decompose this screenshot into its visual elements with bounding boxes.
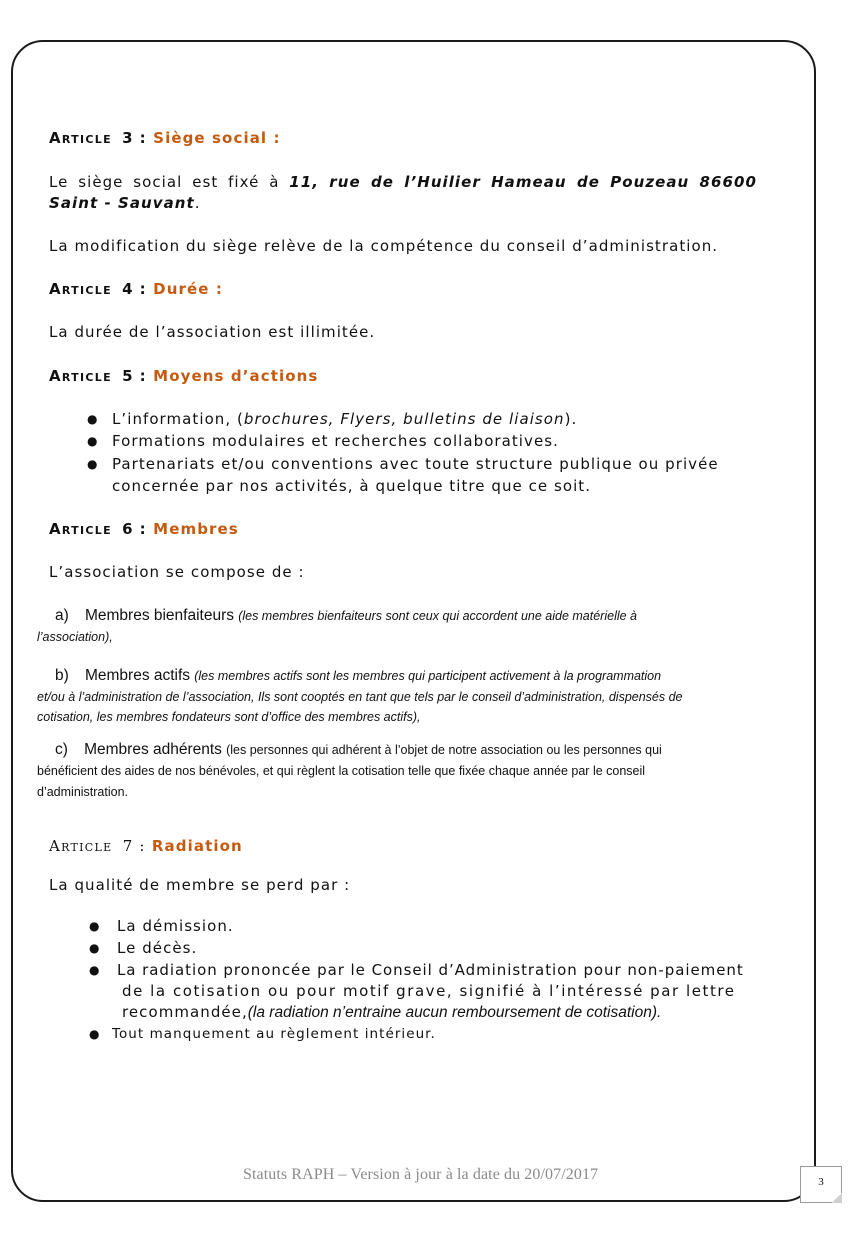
article-colon: :	[139, 367, 148, 385]
bullet-icon: ●	[89, 941, 101, 955]
article-label: Article	[49, 280, 112, 298]
article-colon: :	[139, 520, 148, 538]
member-type-c	[37, 739, 757, 803]
footer-text: Statuts RAPH – Version à jour à la date du 20/07/2017	[243, 1166, 599, 1183]
article-title: Membres	[153, 520, 239, 538]
member-type-note-continued: d’administration.	[37, 785, 129, 799]
list-item: ● La démission.	[89, 917, 234, 935]
article-label: Article	[49, 129, 112, 147]
article-7-intro: La qualité de membre se perd par :	[49, 876, 351, 894]
text: .	[194, 194, 201, 212]
article-5-list	[87, 409, 727, 497]
article-title: Durée :	[153, 280, 223, 298]
article-number: 7	[122, 837, 134, 855]
article-3-paragraph-1	[49, 172, 757, 214]
member-type-note-continued: et/ou à l’administration de l’association, Ils sont cooptés en tant que tels par le conseil d’administration, dispensés de	[37, 690, 683, 704]
bullet-icon: ●	[87, 457, 99, 471]
member-type-note-continued: l’association),	[37, 630, 113, 644]
article-4-paragraph-1: La durée de l’association est illimitée.	[49, 323, 376, 341]
member-type-note: (les personnes qui adhérent à l’objet de notre association ou les personnes qui	[226, 743, 662, 757]
list-item: ● La radiation prononcée par le Conseil d’Administration pour non-paiement de la cotisation ou pour motif grave, signifié à l’intéressé par lettre recommandée,(la radiation n’entraine aucun remboursement de cotisation).	[89, 960, 757, 1023]
article-colon: :	[139, 837, 146, 855]
article-3-paragraph-2: La modification du siège relève de la compétence du conseil d’administration.	[49, 237, 719, 255]
bullet-icon: ●	[89, 919, 101, 933]
article-number: 4	[122, 280, 134, 298]
list-item: ● Formations modulaires et recherches collaboratives.	[87, 432, 559, 450]
member-type-title: Membres adhérents	[84, 741, 222, 758]
bullet-icon: ●	[89, 963, 101, 977]
article-4-heading	[49, 279, 757, 300]
list-item: ● Tout manquement au règlement intérieur.	[89, 1024, 757, 1045]
member-type-b	[37, 665, 757, 726]
list-marker: a)	[55, 607, 69, 624]
members-list	[37, 605, 757, 803]
text: Le siège social est fixé à	[49, 173, 290, 191]
article-title: Siège social :	[153, 129, 281, 147]
member-type-a	[37, 605, 757, 648]
bullet-icon: ●	[89, 1027, 101, 1041]
article-number: 5	[122, 367, 134, 385]
article-label: Article	[49, 837, 113, 855]
article-label: Article	[49, 520, 112, 538]
article-label: Article	[49, 367, 112, 385]
member-type-title: Membres actifs	[84, 667, 191, 684]
text-line: recommandée,(la radiation n’entraine aucun remboursement de cotisation).	[122, 1003, 662, 1021]
address: 11, rue de l’Huilier Hameau de Pouzeau 86600 Saint - Sauvant	[49, 173, 757, 212]
member-type-note-continued: bénéficient des aides de nos bénévoles, et qui règlent la cotisation telle que fixée chaque année par le conseil	[37, 764, 646, 778]
member-type-note-continued: cotisation, les membres fondateurs sont d’office des membres actifs),	[37, 710, 421, 724]
document-body	[37, 128, 757, 1045]
article-6-intro: L’association se compose de :	[49, 563, 305, 581]
bullet-icon: ●	[87, 434, 99, 448]
article-7-list	[89, 916, 757, 1045]
page-number: 3	[800, 1166, 842, 1203]
article-3-heading	[49, 128, 757, 149]
article-7-heading	[49, 836, 757, 857]
article-number: 6	[122, 520, 134, 538]
article-colon: :	[139, 129, 148, 147]
list-item: ● Partenariats et/ou conventions avec toute structure publique ou privée concernée par nos activités, à quelque titre que ce soit.	[87, 455, 719, 495]
list-item: ● Le décès.	[89, 939, 198, 957]
article-title: Radiation	[151, 837, 243, 855]
list-item: ● L’information, (brochures, Flyers, bulletins de liaison).	[87, 410, 578, 428]
member-type-note: (les membres bienfaiteurs sont ceux qui accordent une aide matérielle à	[238, 609, 638, 623]
member-type-note: (les membres actifs sont les membres qui participent activement à la programmation	[194, 669, 662, 683]
article-title: Moyens d’actions	[153, 367, 319, 385]
bullet-icon: ●	[87, 412, 99, 426]
article-number: 3	[122, 129, 134, 147]
list-marker: b)	[55, 667, 69, 684]
article-6-heading	[49, 519, 757, 540]
article-colon: :	[139, 280, 148, 298]
article-5-heading	[49, 366, 757, 387]
list-marker: c)	[55, 741, 68, 758]
member-type-title: Membres bienfaiteurs	[84, 607, 235, 624]
